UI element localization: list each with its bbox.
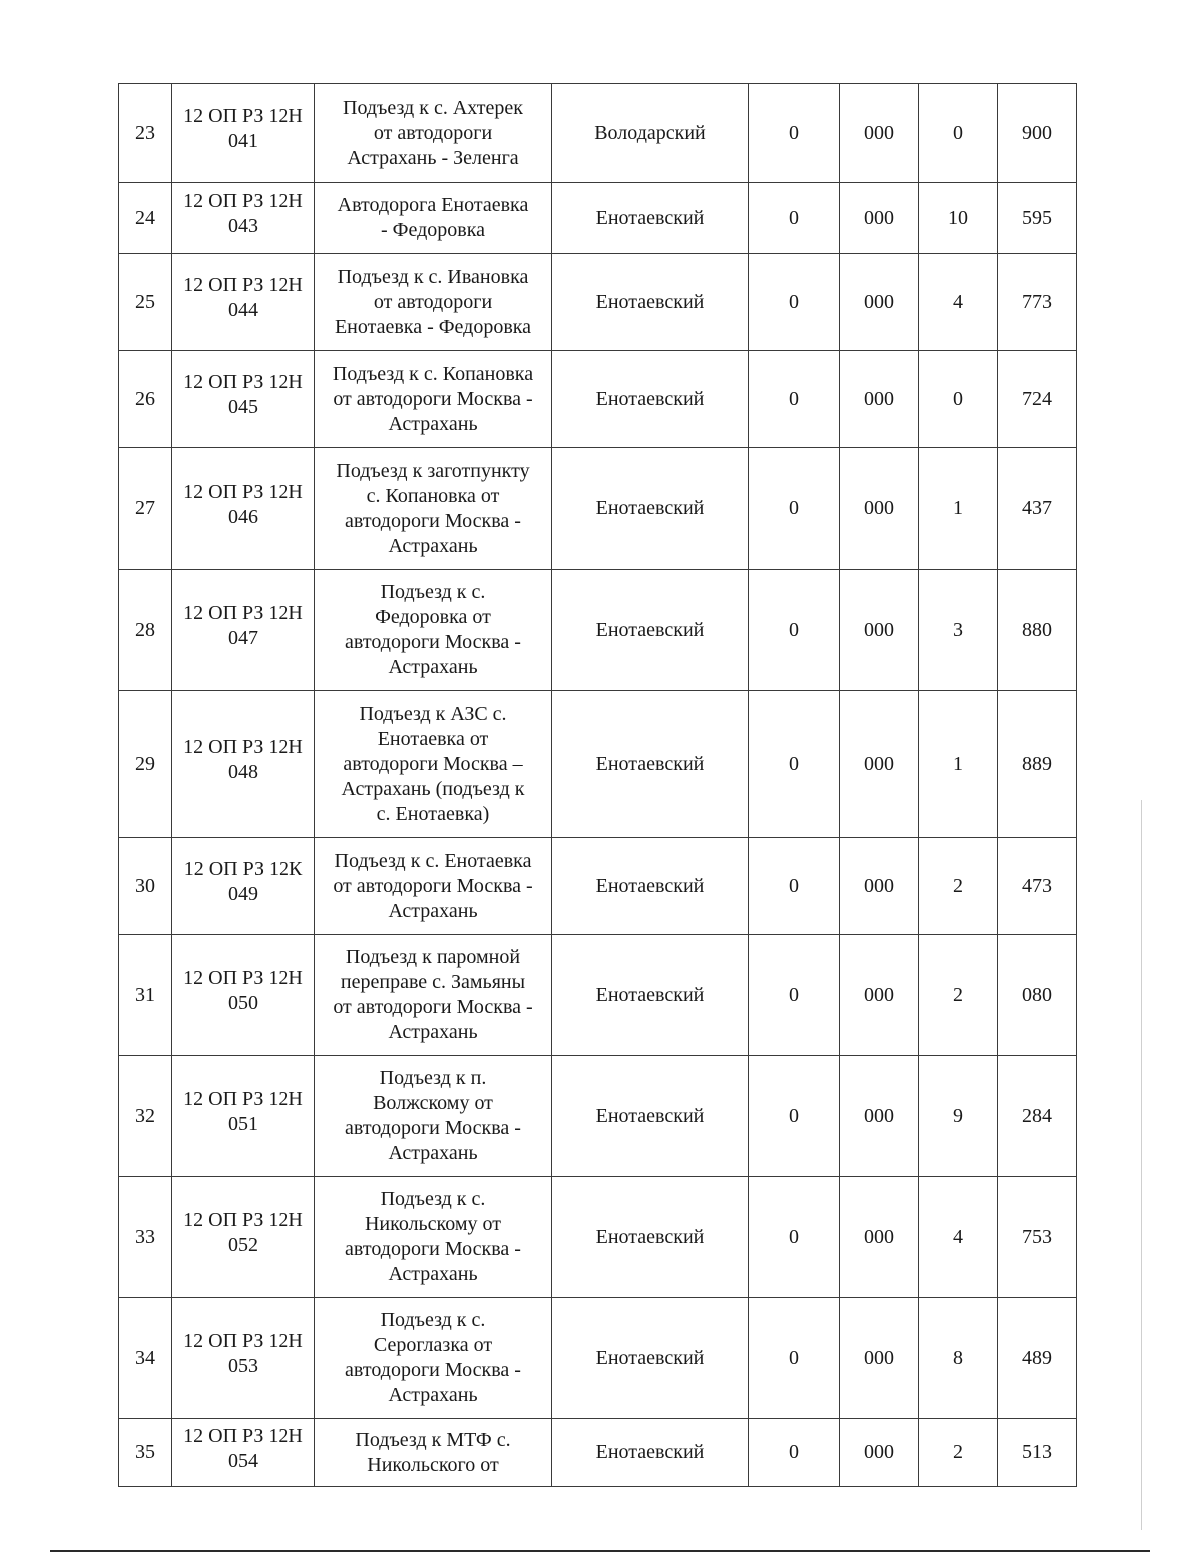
road-name-line: от автодороги Москва -	[333, 996, 533, 1018]
value-cell-c3: 0	[919, 84, 998, 183]
value-cell-c4: 473	[998, 838, 1077, 935]
road-name-line: Енотаевка от	[377, 727, 489, 750]
district-cell: Енотаевский	[552, 838, 749, 935]
road-code-line: 12 ОП РЗ 12Н	[183, 105, 303, 127]
page-bottom-rule	[50, 1550, 1150, 1552]
road-code-line: 12 ОП РЗ 12Н	[183, 1330, 303, 1352]
value-cell-c2: 000	[840, 935, 919, 1056]
district-cell: Енотаевский	[552, 351, 749, 448]
district-cell: Енотаевский	[552, 1298, 749, 1419]
road-code-line: 12 ОП РЗ 12Н	[183, 1209, 303, 1231]
road-code-line: 12 ОП РЗ 12Н	[183, 967, 303, 989]
road-name-cell	[315, 448, 552, 570]
road-name-cell	[315, 570, 552, 691]
value-cell-c2: 000	[840, 448, 919, 570]
value-cell-c2: 000	[840, 351, 919, 448]
road-name-line: с. Енотаевка)	[376, 802, 490, 825]
road-code-cell	[172, 838, 315, 935]
table-row	[119, 570, 1077, 691]
value-cell-c4: 513	[998, 1419, 1077, 1487]
road-name-line: автодороги Москва –	[343, 752, 523, 775]
value-cell-c1: 0	[749, 448, 840, 570]
value-cell-c3: 2	[919, 1419, 998, 1487]
road-code-number: 048	[228, 761, 258, 783]
road-code-line: 12 ОП РЗ 12Н	[183, 274, 303, 296]
value-cell-c2: 000	[840, 570, 919, 691]
road-name-line: автодороги Москва -	[345, 1359, 521, 1381]
district-cell: Енотаевский	[552, 570, 749, 691]
district-cell: Енотаевский	[552, 254, 749, 351]
row-number-cell: 30	[119, 838, 172, 935]
road-name-line: Автодорога Енотаевка	[337, 194, 529, 216]
road-name-cell	[315, 838, 552, 935]
road-name-line: автодороги Москва -	[345, 1117, 521, 1139]
row-number-cell: 28	[119, 570, 172, 691]
road-code-cell	[172, 935, 315, 1056]
row-number-cell: 24	[119, 183, 172, 254]
road-code-cell	[172, 84, 315, 183]
value-cell-c4: 080	[998, 935, 1077, 1056]
value-cell-c1: 0	[749, 1419, 840, 1487]
road-name-line: Волжскому от	[373, 1092, 493, 1114]
road-name-line: Подъезд к с.	[380, 1309, 486, 1331]
value-cell-c4: 900	[998, 84, 1077, 183]
road-code-cell	[172, 691, 315, 838]
value-cell-c4: 773	[998, 254, 1077, 351]
value-cell-c1: 0	[749, 351, 840, 448]
value-cell-c3: 4	[919, 254, 998, 351]
road-name-line: Подъезд к с. Копановка	[332, 362, 534, 385]
table-row	[119, 691, 1077, 838]
road-name-line: Астрахань	[388, 1263, 478, 1285]
road-code-number: 051	[228, 1113, 258, 1135]
road-code-number: 054	[228, 1449, 258, 1472]
value-cell-c1: 0	[749, 1177, 840, 1298]
road-name-line: Подъезд к паромной	[345, 946, 521, 968]
district-cell: Енотаевский	[552, 691, 749, 838]
value-cell-c4: 437	[998, 448, 1077, 570]
road-name-line: Сероглазка от	[373, 1334, 493, 1356]
table-row	[119, 1056, 1077, 1177]
value-cell-c2: 000	[840, 183, 919, 254]
road-name-line: - Федоровка	[381, 219, 485, 241]
row-number-cell: 26	[119, 351, 172, 448]
road-name-cell	[315, 254, 552, 351]
value-cell-c3: 2	[919, 935, 998, 1056]
road-code-line: 12 ОП РЗ 12Н	[183, 480, 303, 503]
road-code-line: 12 ОП РЗ 12Н	[183, 371, 303, 393]
road-code-line: 12 ОП РЗ 12К	[183, 858, 303, 880]
district-cell: Енотаевский	[552, 1177, 749, 1298]
road-name-line: Подъезд к с.	[380, 1188, 486, 1210]
value-cell-c4: 724	[998, 351, 1077, 448]
road-code-cell	[172, 254, 315, 351]
row-number-cell: 35	[119, 1419, 172, 1487]
row-number-cell: 29	[119, 691, 172, 838]
value-cell-c2: 000	[840, 84, 919, 183]
table-row	[119, 838, 1077, 935]
road-name-cell	[315, 84, 552, 183]
road-name-line: Астрахань (подъезд к	[341, 777, 525, 800]
district-cell: Енотаевский	[552, 935, 749, 1056]
road-name-line: от автодороги Москва -	[333, 387, 533, 410]
road-name-line: Астрахань	[388, 1142, 478, 1164]
road-name-line: Астрахань	[388, 656, 478, 678]
road-name-line: Подъезд к с. Ивановка	[337, 265, 529, 288]
road-code-number: 043	[228, 215, 258, 237]
road-name-line: автодороги Москва -	[345, 1238, 521, 1260]
road-code-number: 046	[228, 505, 258, 528]
road-code-number: 052	[228, 1234, 258, 1256]
value-cell-c3: 1	[919, 448, 998, 570]
road-name-line: Астрахань	[388, 899, 478, 922]
value-cell-c2: 000	[840, 1419, 919, 1487]
row-number-cell: 33	[119, 1177, 172, 1298]
table-body	[119, 84, 1077, 1487]
value-cell-c3: 0	[919, 351, 998, 448]
road-code-line: 12 ОП РЗ 12Н	[183, 1424, 303, 1447]
road-name-line: Астрахань	[388, 1384, 478, 1406]
table-row	[119, 183, 1077, 254]
table-row	[119, 448, 1077, 570]
value-cell-c4: 284	[998, 1056, 1077, 1177]
value-cell-c4: 753	[998, 1177, 1077, 1298]
roads-table	[118, 83, 1077, 1487]
road-name-line: Никольского от	[367, 1453, 499, 1476]
value-cell-c1: 0	[749, 935, 840, 1056]
road-code-cell	[172, 351, 315, 448]
value-cell-c4: 489	[998, 1298, 1077, 1419]
road-name-line: Подъезд к заготпункту	[336, 459, 530, 482]
road-name-cell	[315, 1177, 552, 1298]
road-name-line: Астрахань - Зеленга	[347, 146, 519, 169]
value-cell-c2: 000	[840, 1298, 919, 1419]
district-cell: Володарский	[552, 84, 749, 183]
road-code-line: 12 ОП РЗ 12Н	[183, 736, 303, 758]
road-code-line: 12 ОП РЗ 12Н	[183, 190, 303, 212]
value-cell-c1: 0	[749, 838, 840, 935]
value-cell-c4: 889	[998, 691, 1077, 838]
value-cell-c2: 000	[840, 254, 919, 351]
table-row	[119, 1419, 1077, 1487]
road-name-line: Енотаевка - Федоровка	[334, 315, 532, 338]
road-code-cell	[172, 448, 315, 570]
road-code-line: 12 ОП РЗ 12Н	[183, 1088, 303, 1110]
row-number-cell: 23	[119, 84, 172, 183]
road-name-line: от автодороги Москва -	[333, 874, 533, 897]
value-cell-c1: 0	[749, 254, 840, 351]
value-cell-c3: 9	[919, 1056, 998, 1177]
road-code-line: 12 ОП РЗ 12Н	[183, 602, 303, 624]
road-name-line: Подъезд к п.	[379, 1067, 487, 1089]
road-name-line: от автодороги	[373, 121, 493, 144]
road-code-cell	[172, 183, 315, 254]
value-cell-c3: 8	[919, 1298, 998, 1419]
road-code-cell	[172, 1056, 315, 1177]
road-name-cell	[315, 1298, 552, 1419]
road-name-cell	[315, 1056, 552, 1177]
table-row	[119, 254, 1077, 351]
road-code-number: 041	[228, 130, 258, 152]
road-name-line: переправе с. Замьяны	[340, 971, 526, 993]
row-number-cell: 25	[119, 254, 172, 351]
row-number-cell: 34	[119, 1298, 172, 1419]
value-cell-c1: 0	[749, 1298, 840, 1419]
table-row	[119, 1177, 1077, 1298]
value-cell-c3: 4	[919, 1177, 998, 1298]
road-code-number: 050	[228, 992, 258, 1014]
district-cell: Енотаевский	[552, 183, 749, 254]
value-cell-c2: 000	[840, 1056, 919, 1177]
table-row	[119, 935, 1077, 1056]
road-code-number: 044	[228, 299, 258, 321]
scan-edge-line	[1141, 800, 1142, 1530]
table-row	[119, 84, 1077, 183]
road-name-line: Подъезд к с. Ахтерек	[343, 96, 523, 119]
value-cell-c3: 3	[919, 570, 998, 691]
road-name-cell	[315, 183, 552, 254]
value-cell-c1: 0	[749, 691, 840, 838]
road-code-number: 047	[228, 627, 258, 649]
value-cell-c1: 0	[749, 84, 840, 183]
district-cell: Енотаевский	[552, 448, 749, 570]
row-number-cell: 32	[119, 1056, 172, 1177]
road-name-line: Астрахань	[388, 412, 478, 435]
road-name-line: автодороги Москва -	[345, 509, 521, 532]
road-name-cell	[315, 691, 552, 838]
value-cell-c3: 10	[919, 183, 998, 254]
road-code-cell	[172, 1177, 315, 1298]
road-code-cell	[172, 1298, 315, 1419]
road-name-cell	[315, 1419, 552, 1487]
road-name-line: Подъезд к с. Енотаевка	[334, 849, 532, 872]
road-name-line: Подъезд к с.	[380, 581, 486, 603]
value-cell-c4: 880	[998, 570, 1077, 691]
road-name-cell	[315, 935, 552, 1056]
value-cell-c2: 000	[840, 691, 919, 838]
value-cell-c1: 0	[749, 183, 840, 254]
value-cell-c3: 2	[919, 838, 998, 935]
road-code-cell	[172, 1419, 315, 1487]
road-code-number: 045	[228, 396, 258, 418]
road-name-line: автодороги Москва -	[345, 631, 521, 653]
road-code-number: 049	[228, 883, 258, 905]
road-name-line: Подъезд к МТФ с.	[355, 1428, 511, 1451]
road-name-line: с. Копановка от	[366, 484, 500, 507]
district-cell: Енотаевский	[552, 1419, 749, 1487]
road-code-number: 053	[228, 1355, 258, 1377]
road-name-line: Подъезд к АЗС с.	[359, 702, 507, 725]
road-name-line: от автодороги	[373, 290, 493, 313]
district-cell: Енотаевский	[552, 1056, 749, 1177]
road-name-line: Никольскому от	[364, 1213, 501, 1235]
value-cell-c1: 0	[749, 1056, 840, 1177]
road-name-cell	[315, 351, 552, 448]
table-row	[119, 351, 1077, 448]
value-cell-c2: 000	[840, 1177, 919, 1298]
value-cell-c3: 1	[919, 691, 998, 838]
value-cell-c2: 000	[840, 838, 919, 935]
road-code-cell	[172, 570, 315, 691]
row-number-cell: 31	[119, 935, 172, 1056]
road-name-line: Астрахань	[388, 1021, 478, 1043]
road-name-line: Астрахань	[388, 534, 478, 557]
table-row	[119, 1298, 1077, 1419]
value-cell-c1: 0	[749, 570, 840, 691]
value-cell-c4: 595	[998, 183, 1077, 254]
row-number-cell: 27	[119, 448, 172, 570]
road-name-line: Федоровка от	[375, 606, 491, 628]
